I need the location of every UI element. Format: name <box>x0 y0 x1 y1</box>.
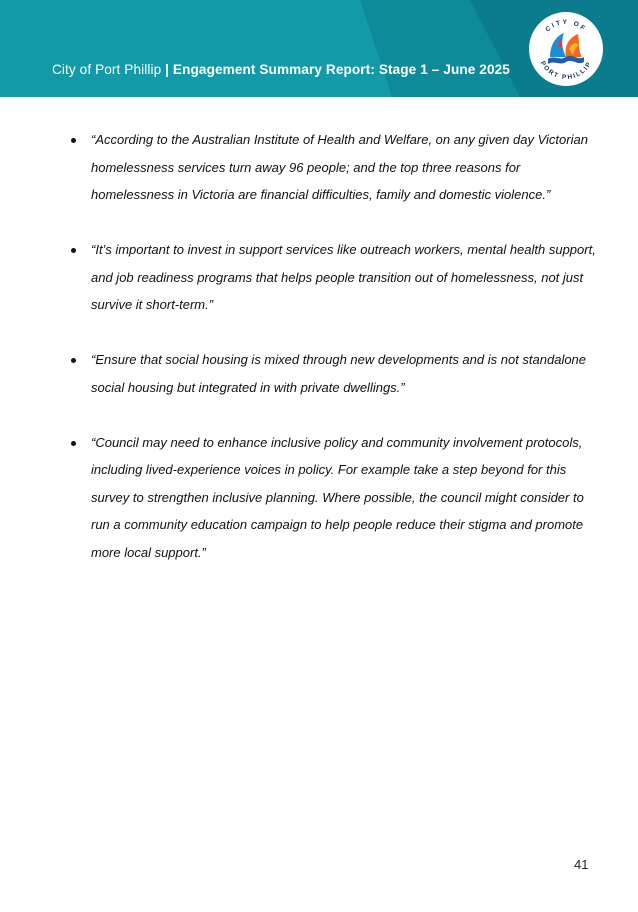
quote-text: “Council may need to enhance inclusive policy and community involvement protocols, including lived-experience voices in policy. For example take a step beyond for this survey to strengthen inclusive planning. Where possible, the council might consider to run a community education campaign to help people reduce their stigma and promote more local support.” <box>91 434 584 560</box>
quote-item <box>70 126 600 209</box>
quotes-section <box>70 126 600 594</box>
quote-item <box>70 346 600 401</box>
city-of-port-phillip-logo <box>528 11 604 87</box>
logo-top-text: CITY OF <box>544 18 588 34</box>
bullet-icon <box>71 441 76 446</box>
org-name: City of Port Phillip <box>52 62 166 77</box>
header-title <box>52 62 510 77</box>
quote-text: “Ensure that social housing is mixed through new developments and is not standalone social housing but integrated in with private dwellings.” <box>91 352 587 395</box>
bullet-icon <box>71 358 76 363</box>
logo-bottom-text: PORT PHILLIP <box>538 60 594 82</box>
quote-text: “According to the Australian Institute of Health and Welfare, on any given day Victorian homelessness services turn away 96 people; and the top three reasons for homelessness in Victoria are financial difficulties, family and domestic violence.” <box>91 132 588 202</box>
quote-text: “It’s important to invest in support services like outreach workers, mental health support, and job readiness programs that helps people transition out of homelessness, not just survive it short-term.” <box>91 242 596 312</box>
quote-item <box>70 429 600 567</box>
quote-list <box>70 126 600 566</box>
page-header <box>0 0 638 97</box>
report-title: | Engagement Summary Report: Stage 1 – June 2025 <box>165 62 510 77</box>
bullet-icon <box>71 248 76 253</box>
page-number: 41 <box>574 857 589 872</box>
bullet-icon <box>71 138 76 143</box>
quote-item <box>70 236 600 319</box>
